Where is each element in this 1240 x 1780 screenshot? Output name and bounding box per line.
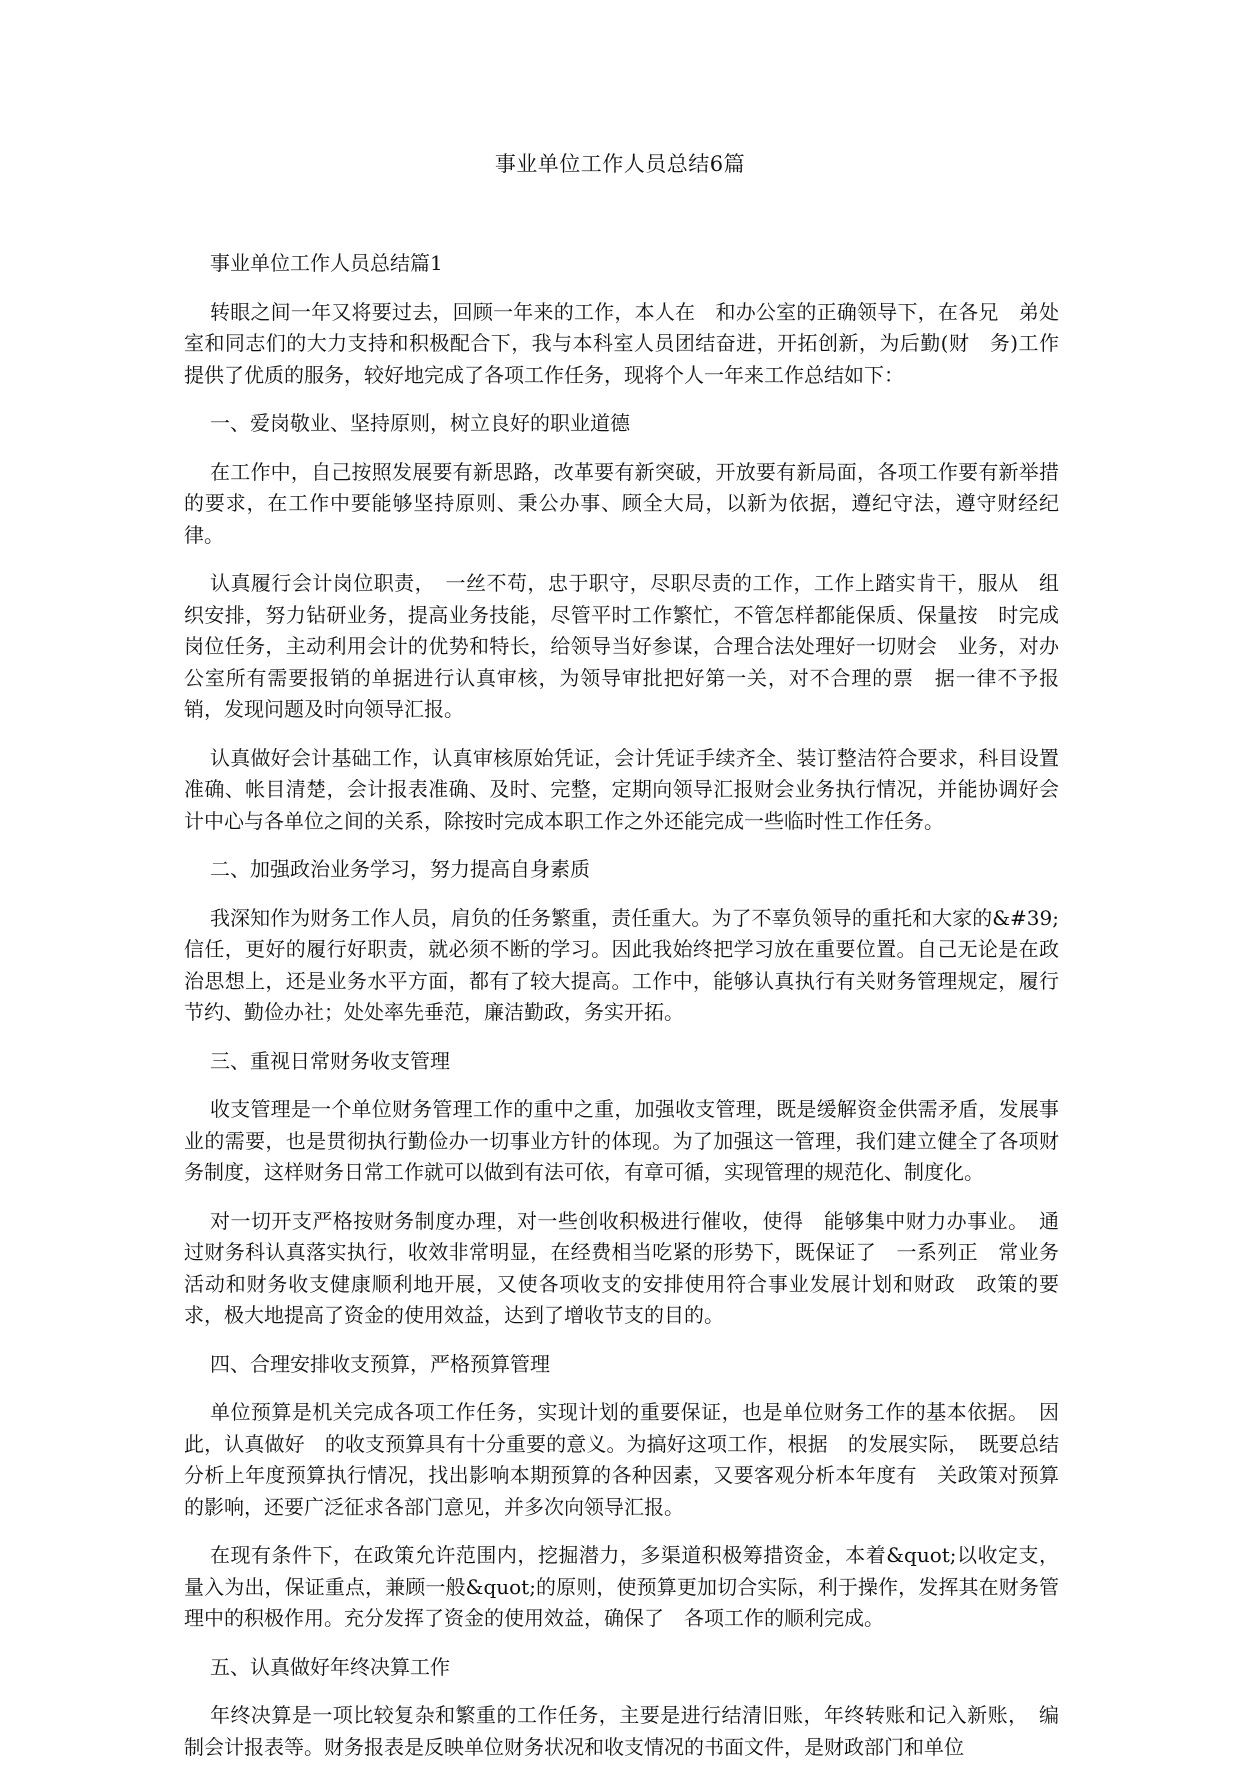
body-paragraph: 转眼之间一年又将要过去，回顾一年来的工作，本人在 和办公室的正确领导下，在各兄 弟处室和同志们的大力支持和积极配合下，我与本科室人员团结奋进，开拓创新，为后勤(财 务)工作提供了优质的服务，较好地完成了各项工作任务，现将个人一年来工作总结如下：: [184, 299, 1059, 387]
body-paragraph: 认真履行会计岗位职责， 一丝不苟，忠于职守，尽职尽责的工作，工作上踏实肯干，服从 组织安排，努力钻研业务，提高业务技能，尽管平时工作繁忙，不管怎样都能保质、保量按 时完成岗位任务，主动利用会计的优势和特长，给领导当好参谋，合理合法处理好一切财会 业务，对办公室所有需要报销的单据进行认真审核，为领导审批把好第一关，对不合理的票 据一律不予报销，发现问题及时向领导汇报。: [184, 571, 1059, 721]
body-paragraph: 对一切开支严格按财务制度办理，对一些创收积极进行催收，使得 能够集中财力办事业。 通过财务科认真落实执行，收效非常明显，在经费相当吃紧的形势下，既保证了 一系列正 常业务活动和财务收支健康顺利地开展，又使各项收支的安排使用符合事业发展计划和财政 政策的要求，极大地提高了资金的使用效益，达到了增收节支的目的。: [184, 1208, 1059, 1327]
section-heading: 二、加强政治业务学习，努力提高自身素质: [210, 857, 590, 881]
section-heading: 三、重视日常财务收支管理: [210, 1048, 450, 1073]
body-paragraph: 单位预算是机关完成各项工作任务，实现计划的重要保证，也是单位财务工作的基本依据。 因此，认真做好 的收支预算具有十分重要的意义。为搞好这项工作，根据 的发展实际， 既要总结分析上年度预算执行情况，找出影响本期预算的各种因素，又要客观分析本年度有 关政策对预算的影响，还要广泛征求各部门意见，并多次向领导汇报。: [184, 1400, 1059, 1519]
section-heading: 事业单位工作人员总结篇1: [210, 251, 443, 275]
section-heading: 四、合理安排收支预算，严格预算管理: [210, 1351, 550, 1376]
section-heading: 五、认真做好年终决算工作: [210, 1654, 450, 1679]
section-heading: 一、爱岗敬业、坚持原则，树立良好的职业道德: [210, 411, 630, 435]
body-paragraph: 我深知作为财务工作人员，肩负的任务繁重，责任重大。为了不辜负领导的重托和大家的&#39;信任，更好的履行好职责，就必须不断的学习。因此我始终把学习放在重要位置。自己无论是在政治思想上，还是业务水平方面，都有了较大提高。工作中，能够认真执行有关财务管理规定，履行节约、勤俭办社；处处率先垂范，廉洁勤政，务实开拓。: [184, 905, 1059, 1024]
body-paragraph: 在现有条件下，在政策允许范围内，挖掘潜力，多渠道积极筹措资金，本着&quot;以收定支，量入为出，保证重点，兼顾一般&quot;的原则，使预算更加切合实际，利于操作，发挥其在财务管理中的积极作用。充分发挥了资金的使用效益，确保了 各项工作的顺利完成。: [184, 1543, 1059, 1630]
body-paragraph: 在工作中，自己按照发展要有新思路，改革要有新突破，开放要有新局面，各项工作要有新举措的要求，在工作中要能够坚持原则、秉公办事、顾全大局，以新为依据，遵纪守法，遵守财经纪律。: [184, 459, 1059, 547]
document-title: 事业单位工作人员总结6篇: [494, 152, 746, 176]
body-paragraph: 收支管理是一个单位财务管理工作的重中之重，加强收支管理，既是缓解资金供需矛盾，发展事业的需要，也是贯彻执行勤俭办一切事业方针的体现。为了加强这一管理，我们建立健全了各项财务制度，这样财务日常工作就可以做到有法可依，有章可循，实现管理的规范化、制度化。: [184, 1097, 1059, 1184]
body-paragraph: 年终决算是一项比较复杂和繁重的工作任务，主要是进行结清旧账，年终转账和记入新账， 编制会计报表等。财务报表是反映单位财务状况和收支情况的书面文件，是财政部门和单位: [184, 1703, 1059, 1759]
document-body: [184, 248, 1059, 1780]
body-paragraph: 认真做好会计基础工作，认真审核原始凭证，会计凭证手续齐全、装订整洁符合要求，科目设置准确、帐目清楚，会计报表准确、及时、完整，定期向领导汇报财会业务执行情况，并能协调好会计中心与各单位之间的关系，除按时完成本职工作之外还能完成一些临时性工作任务。: [184, 745, 1059, 833]
